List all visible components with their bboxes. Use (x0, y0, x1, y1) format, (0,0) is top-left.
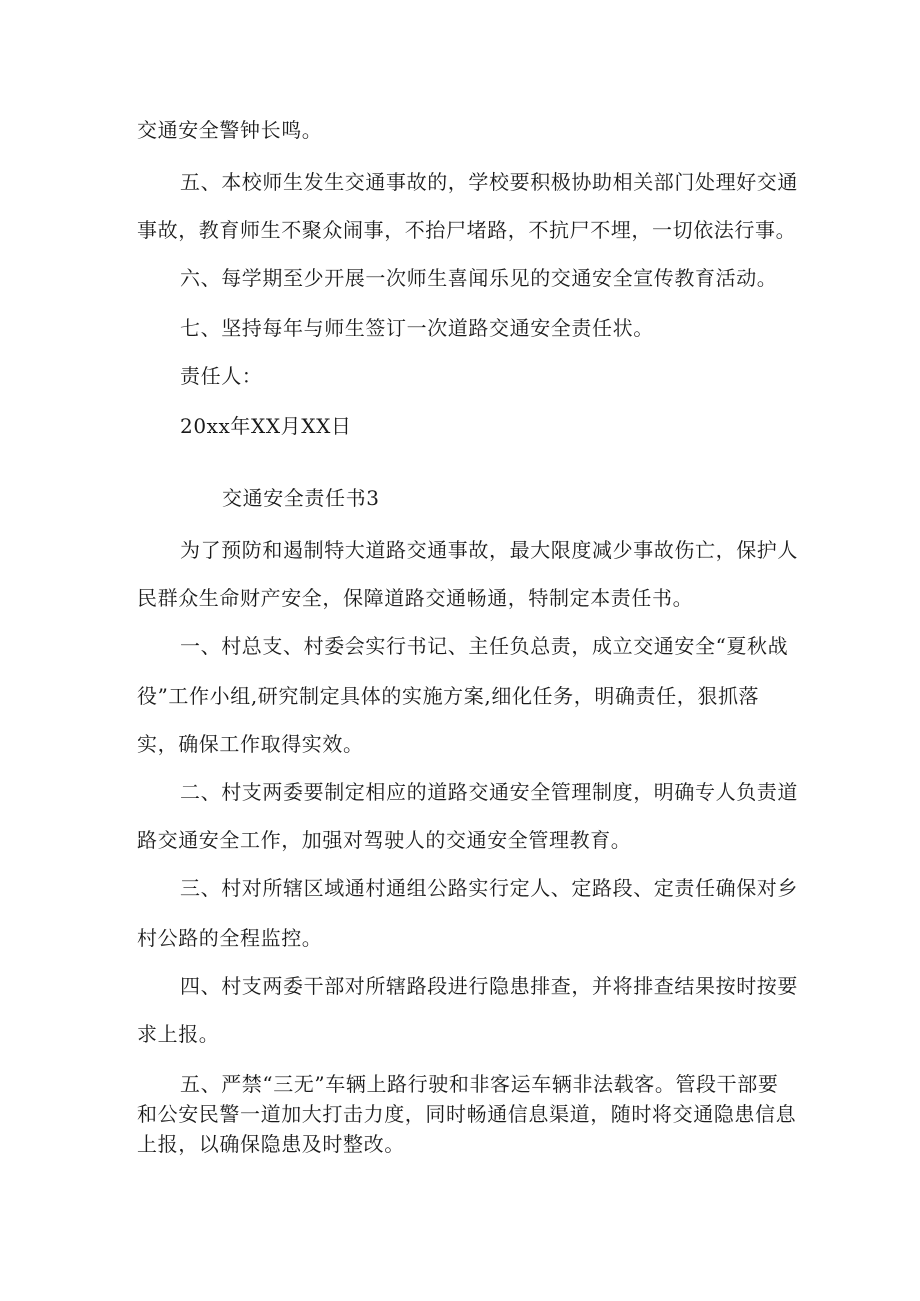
text-line: 一、村总支、村委会实行书记、主任负总责，成立交通安全“夏秋战 (180, 634, 789, 658)
text-line: 路交通安全工作，加强对驾驶人的交通安全管理教育。 (137, 828, 632, 852)
text-line: 村公路的全程监控。 (137, 926, 323, 950)
text-line: 七、坚持每年与师生签订一次道路交通安全责任状。 (180, 316, 654, 340)
text-line: 民群众生命财产安全，保障道路交通畅通，特制定本责任书。 (137, 586, 694, 610)
text-line: 五、严禁“三无”车辆上路行驶和非客运车辆非法载客。管段干部要 (180, 1072, 779, 1096)
text-line: 上报，以确保隐患及时整改。 (137, 1132, 405, 1156)
text-line: 四、村支两委干部对所辖路段进行隐患排查，并将排查结果按时按要 (180, 974, 798, 998)
text-line: 二、村支两委要制定相应的道路交通安全管理制度，明确专人负责道 (180, 780, 798, 804)
text-line: 求上报。 (137, 1022, 220, 1046)
date-line: 20xx年XX月XX日 (180, 414, 352, 438)
text-line: 实，确保工作取得实效。 (137, 732, 364, 756)
text-line: 六、每学期至少开展一次师生喜闻乐见的交通安全宣传教育活动。 (180, 266, 778, 290)
text-line: 三、村对所辖区域通村通组公路实行定人、定路段、定责任确保对乡 (180, 876, 798, 900)
text-line: 为了预防和遏制特大道路交通事故，最大限度减少事故伤亡，保护人 (180, 538, 798, 562)
text-line: 交通安全警钟长鸣。 (137, 118, 323, 142)
text-line: 五、本校师生发生交通事故的，学校要积极协助相关部门处理好交通 (180, 170, 798, 194)
text-line: 和公安民警一道加大打击力度，同时畅通信息渠道，随时将交通隐患信息 (137, 1102, 797, 1126)
section-title: 交通安全责任书3 (222, 486, 380, 510)
text-line: 事故，教育师生不聚众闹事，不抬尸堵路，不抗尸不埋，一切依法行事。 (137, 218, 797, 242)
signature-label: 责任人： (180, 364, 263, 388)
text-line: 役”工作小组,研究制定具体的实施方案,细化任务，明确责任，狠抓落 (137, 684, 760, 708)
